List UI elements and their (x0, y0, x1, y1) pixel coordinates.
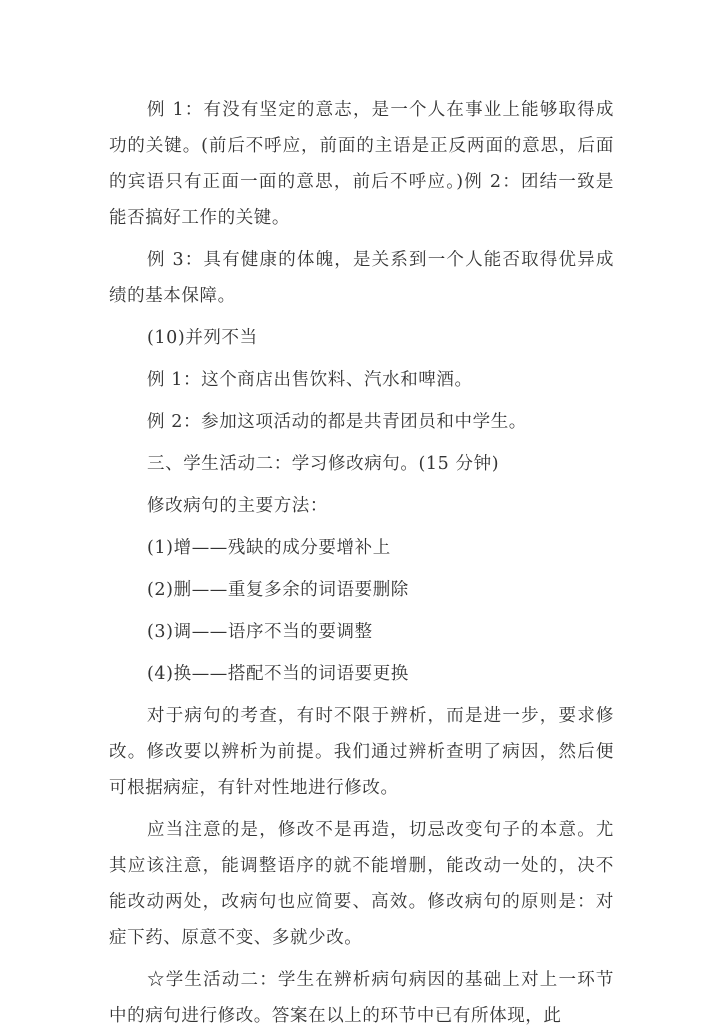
document-body (109, 92, 614, 1034)
paragraph-method-add: (1)增——残缺的成分要增补上 (147, 538, 391, 558)
paragraph-example-1-and-2: 例 1：有没有坚定的意志，是一个人在事业上能够取得成功的关键。(前后不呼应，前面的主语是正反两面的意思，后面的宾语只有正面一面的意思，前后不呼应。)例 2：团结一致是能否搞好工作的关键。 (109, 100, 614, 228)
paragraph-methods-intro: 修改病句的主要方法： (147, 496, 328, 516)
paragraph-revision-explanation: 对于病句的考查，有时不限于辨析，而是进一步，要求修改。修改要以辨析为前提。我们通过辨析查明了病因，然后便可根据病症，有针对性地进行修改。 (109, 706, 614, 798)
paragraph-method-delete: (2)删——重复多余的词语要删除 (147, 580, 409, 600)
paragraph-parallel-example-1: 例 1：这个商店出售饮料、汽水和啤酒。 (147, 370, 473, 390)
paragraph-parallel-example-2: 例 2：参加这项活动的都是共青团员和中学生。 (147, 412, 527, 432)
paragraph-student-activity-two: ☆学生活动二：学生在辨析病句病因的基础上对上一环节中的病句进行修改。答案在以上的环节中已有所体现，此 (109, 970, 614, 1026)
paragraph-heading-parallel-error: (10)并列不当 (147, 328, 258, 348)
paragraph-revision-principles: 应当注意的是，修改不是再造，切忌改变句子的本意。尤其应该注意，能调整语序的就不能增删，能改动一处的，决不能改动两处，改病句也应简要、高效。修改病句的原则是：对症下药、原意不变、多就少改。 (109, 820, 614, 948)
paragraph-method-replace: (4)换——搭配不当的词语要更换 (147, 664, 409, 684)
paragraph-example-3: 例 3：具有健康的体魄，是关系到一个人能否取得优异成绩的基本保障。 (109, 250, 614, 306)
paragraph-method-reorder: (3)调——语序不当的要调整 (147, 622, 373, 642)
paragraph-section-three-heading: 三、学生活动二：学习修改病句。(15 分钟) (147, 454, 500, 474)
